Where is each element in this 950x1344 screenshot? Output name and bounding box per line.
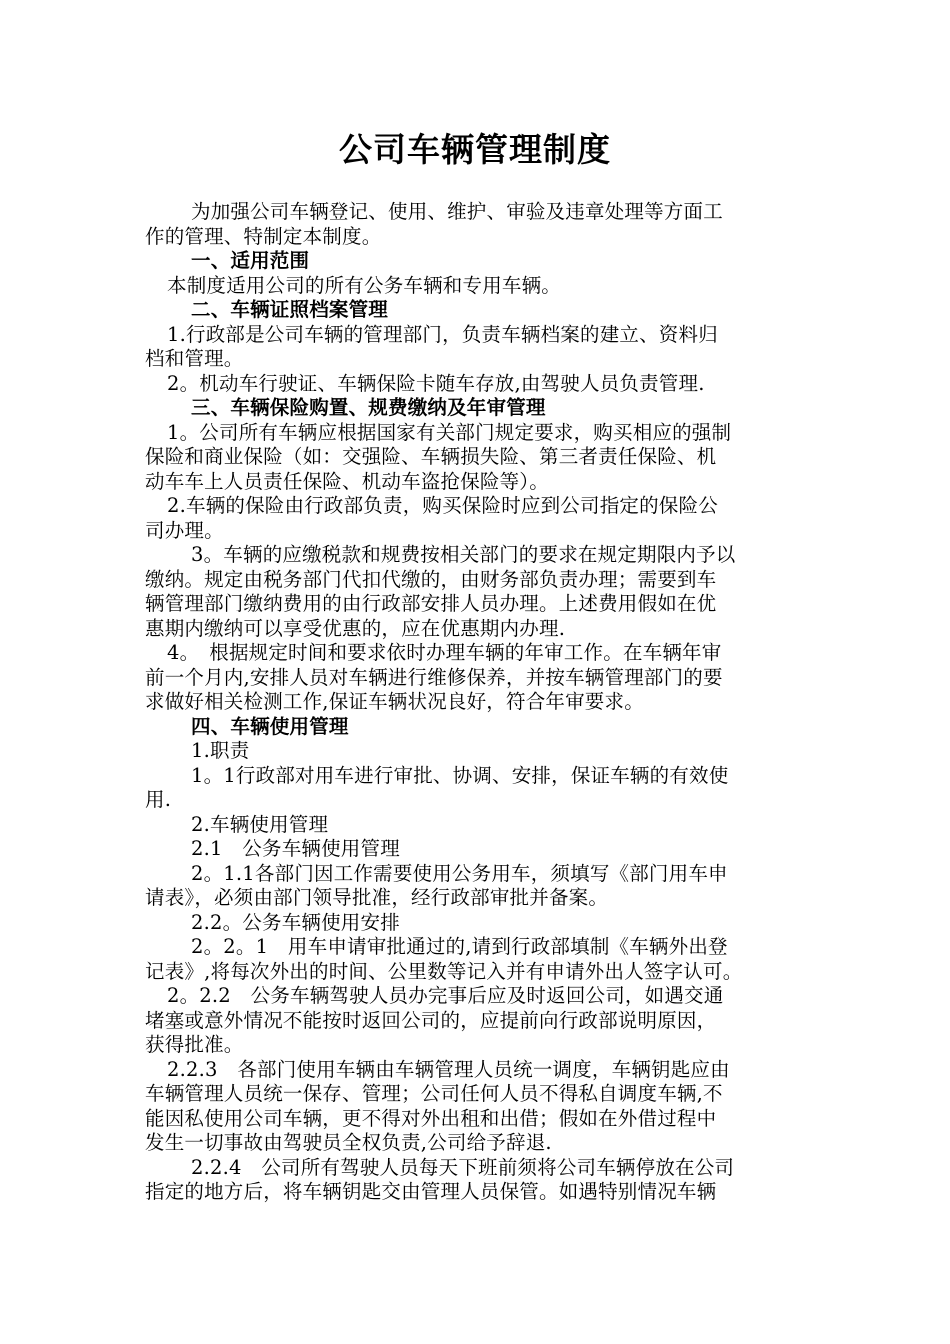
paragraph-line: 2.车辆的保险由行政部负责，购买保险时应到公司指定的保险公	[167, 494, 718, 517]
paragraph-line: 为加强公司车辆登记、使用、维护、审验及违章处理等方面工	[191, 200, 723, 223]
paragraph-line: 2.2.4 公司所有驾驶人员每天下班前须将公司车辆停放在公司	[191, 1155, 735, 1179]
paragraph-line: 1.行政部是公司车辆的管理部门，负责车辆档案的建立、资料归	[167, 322, 718, 346]
paragraph-line: 1。公司所有车辆应根据国家有关部门规定要求，购买相应的强制	[167, 420, 732, 444]
document-title: 公司车辆管理制度	[339, 130, 611, 169]
paragraph-line: 能因私使用公司车辆，更不得对外出租和出借；假如在外借过程中	[145, 1106, 717, 1130]
paragraph-line: 请表》，必须由部门领导批准，经行政部审批并备案。	[145, 886, 609, 909]
paragraph-line: 4。 根据规定时间和要求依时办理车辆的年审工作。在车辆年审	[167, 641, 722, 664]
paragraph-line: 本制度适用公司的所有公务车辆和专用车辆。	[167, 273, 562, 297]
paragraph-line: 司办理。	[145, 518, 224, 542]
paragraph-line: 2.车辆使用管理	[191, 812, 329, 836]
paragraph-line: 2.2。公务车辆使用安排	[191, 910, 400, 934]
paragraph-line: 用.	[145, 788, 172, 811]
paragraph-line: 1。1行政部对用车进行审批、协调、安排，保证车辆的有效使	[191, 763, 729, 787]
paragraph-line: 求做好相关检测工作,保证车辆状况良好，符合年审要求。	[145, 690, 644, 713]
paragraph-line: 惠期内缴纳可以享受优惠的，应在优惠期内办理.	[145, 616, 566, 640]
section-heading: 一、适用范围	[191, 249, 310, 272]
paragraph-line: 1.职责	[191, 739, 250, 762]
paragraph-line: 2。机动车行驶证、车辆保险卡随车存放,由驾驶人员负责管理.	[167, 371, 705, 395]
paragraph-line: 前一个月内,安排人员对车辆进行维修保养，并按车辆管理部门的要	[145, 665, 723, 689]
paragraph-line: 堵塞或意外情况不能按时返回公司的，应提前向行政部说明原因，	[145, 1008, 717, 1032]
paragraph-line: 辆管理部门缴纳费用的由行政部安排人员办理。上述费用假如在优	[145, 592, 717, 615]
paragraph-line: 2.2.3 各部门使用车辆由车辆管理人员统一调度，车辆钥匙应由	[167, 1057, 730, 1081]
paragraph-line: 指定的地方后，将车辆钥匙交由管理人员保管。如遇特别情况车辆	[145, 1180, 717, 1203]
paragraph-line: 2.1 公务车辆使用管理	[191, 837, 400, 860]
section-heading: 三、车辆保险购置、规费缴纳及年审管理	[191, 396, 546, 419]
paragraph-line: 档和管理。	[145, 347, 244, 370]
paragraph-line: 2。1.1各部门因工作需要使用公务用车，须填写《部门用车申	[191, 861, 728, 885]
paragraph-line: 获得批准。	[145, 1033, 244, 1056]
paragraph-line: 车辆管理人员统一保存、管理；公司任何人员不得私自调度车辆,不	[145, 1082, 723, 1105]
paragraph-line: 动车车上人员责任保险、机动车盗抢保险等）。	[145, 469, 549, 493]
paragraph-line: 2。2.2 公务车辆驾驶人员办完事后应及时返回公司，如遇交通	[167, 984, 724, 1007]
section-heading: 二、车辆证照档案管理	[191, 298, 389, 321]
paragraph-line: 2。2。1 用车申请审批通过的,请到行政部填制《车辆外出登	[191, 935, 728, 958]
paragraph-line: 作的管理、特制定本制度。	[145, 224, 382, 248]
document-body	[145, 200, 813, 1205]
paragraph-line: 3。车辆的应缴税款和规费按相关部门的要求在规定期限内予以	[191, 543, 736, 566]
paragraph-line: 缴纳。规定由税务部门代扣代缴的，由财务部负责办理；需要到车	[145, 567, 717, 591]
section-heading: 四、车辆使用管理	[191, 714, 349, 738]
paragraph-line: 记表》,将每次外出的时间、公里数等记入并有申请外出人签字认可。	[145, 959, 743, 983]
paragraph-line: 发生一切事故由驾驶员全权负责,公司给予辞退.	[145, 1131, 552, 1154]
paragraph-line: 保险和商业保险（如：交强险、车辆损失险、第三者责任保险、机	[145, 445, 717, 468]
